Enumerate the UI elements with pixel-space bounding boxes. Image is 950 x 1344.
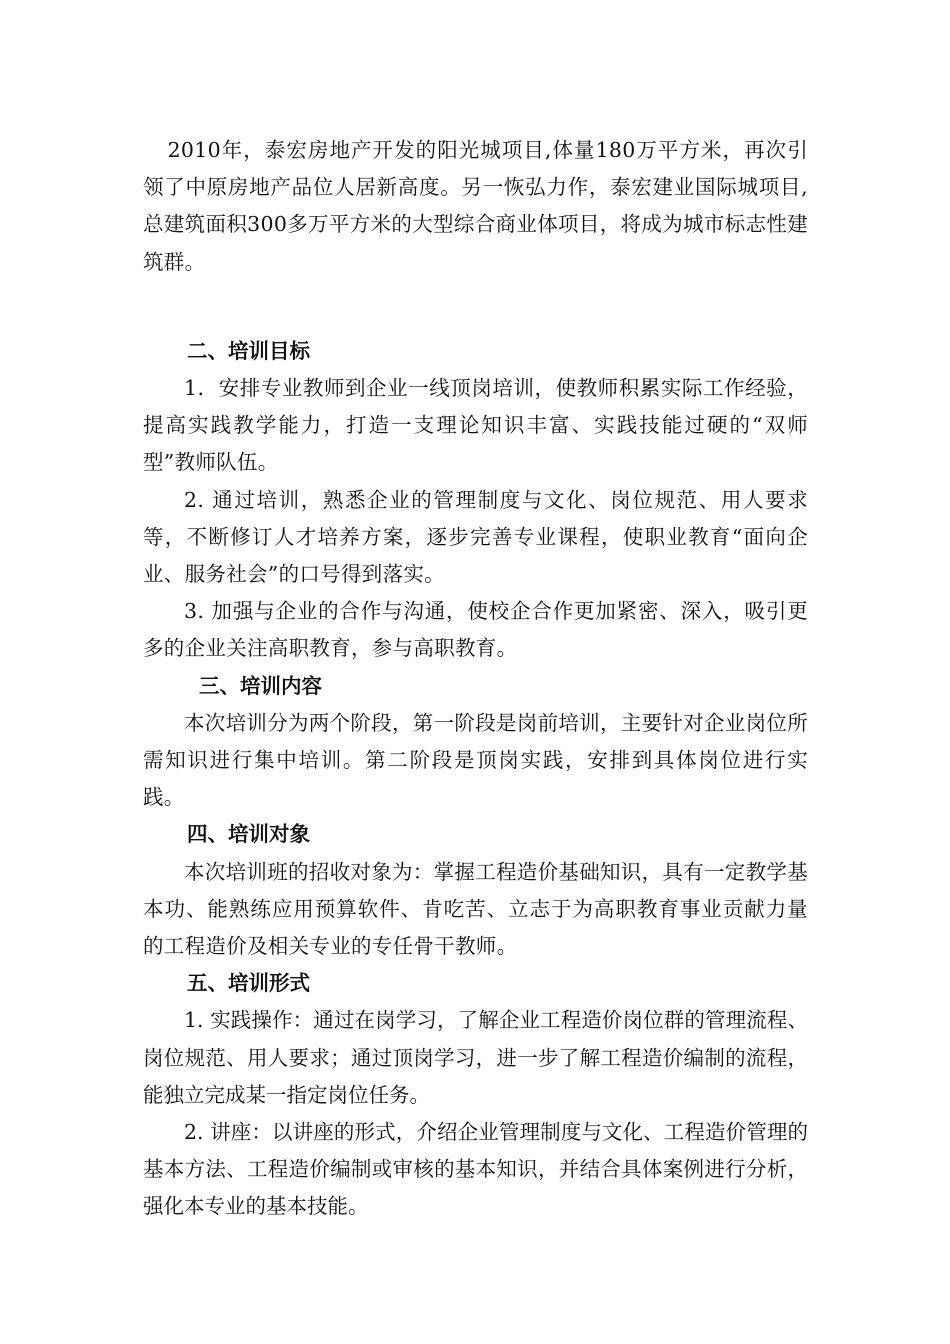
document-body (143, 132, 808, 1226)
format-item-1: 1. 实践操作：通过在岗学习，了解企业工程造价岗位群的管理流程、岗位规范、用人要求；通过顶岗学习，进一步了解工程造价编制的流程，能独立完成某一指定岗位任务。 (143, 1008, 808, 1107)
section-heading-content: 三、培训内容 (199, 673, 322, 698)
section-heading-audience: 四、培训对象 (187, 822, 310, 847)
intro-paragraph: 2010年，泰宏房地产开发的阳光城项目,体量180万平方米，再次引领了中原房地产品位人居新高度。另一恢弘力作，泰宏建业国际城项目,总建筑面积300多万平方米的大型综合商业体项目，将成为城市标志性建筑群。 (143, 138, 808, 274)
goal-item-2: 2. 通过培训，熟悉企业的管理制度与文化、岗位规范、用人要求等，不断修订人才培养方案，逐步完善专业课程，使职业教育“面向企业、服务社会”的口号得到落实。 (143, 487, 808, 587)
audience-paragraph: 本次培训班的招收对象为：掌握工程造价基础知识，具有一定教学基本功、能熟练应用预算软件、肯吃苦、立志于为高职教育事业贡献力量的工程造价及相关专业的专任骨干教师。 (143, 859, 808, 959)
goal-item-1: 1．安排专业教师到企业一线顶岗培训，使教师积累实际工作经验，提高实践教学能力，打造一支理论知识丰富、实践技能过硬的“双师型”教师队伍。 (143, 376, 808, 475)
format-item-2: 2. 讲座：以讲座的形式，介绍企业管理制度与文化、工程造价管理的基本方法、工程造价编制或审核的基本知识，并结合具体案例进行分析，强化本专业的基本技能。 (143, 1120, 808, 1219)
content-paragraph: 本次培训分为两个阶段，第一阶段是岗前培训，主要针对企业岗位所需知识进行集中培训。第二阶段是顶岗实践，安排到具体岗位进行实践。 (143, 710, 808, 810)
goal-item-3: 3. 加强与企业的合作与沟通，使校企合作更加紧密、深入，吸引更多的企业关注高职教育，参与高职教育。 (143, 599, 808, 661)
section-heading-format: 五、培训形式 (187, 971, 310, 996)
section-heading-goals: 二、培训目标 (187, 338, 310, 363)
section-spacer (143, 281, 808, 333)
